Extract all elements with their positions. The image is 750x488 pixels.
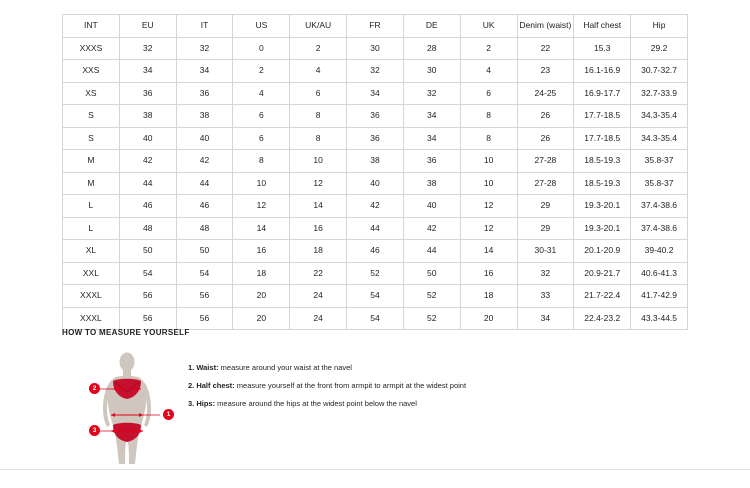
cell-denim-waist: 32 [517,262,574,285]
cell-int: S [63,127,120,150]
cell-uk: 10 [460,150,517,173]
cell-denim-waist: 27-28 [517,150,574,173]
cell-uk-au: 8 [290,127,347,150]
cell-hip: 35.8-37 [631,172,688,195]
cell-denim-waist: 30-31 [517,240,574,263]
cell-half-chest: 16.1-16.9 [574,60,631,83]
cell-de: 38 [403,172,460,195]
cell-us: 10 [233,172,290,195]
column-header-hip: Hip [631,15,688,38]
cell-fr: 36 [347,127,404,150]
table-row [63,37,688,60]
cell-fr: 32 [347,60,404,83]
cell-us: 2 [233,60,290,83]
cell-fr: 30 [347,37,404,60]
marker-3-hips: 3 [89,425,100,436]
cell-uk: 12 [460,195,517,218]
how-to-measure-title: HOW TO MEASURE YOURSELF [62,328,190,337]
cell-it: 46 [176,195,233,218]
cell-int: XXXS [63,37,120,60]
cell-hip: 37.4-38.6 [631,195,688,218]
cell-fr: 52 [347,262,404,285]
cell-hip: 34.3-35.4 [631,105,688,128]
cell-denim-waist: 34 [517,307,574,330]
cell-uk-au: 24 [290,285,347,308]
cell-half-chest: 19.3-20.1 [574,195,631,218]
cell-int: M [63,172,120,195]
cell-uk: 2 [460,37,517,60]
cell-de: 34 [403,105,460,128]
cell-hip: 35.8-37 [631,150,688,173]
table-row [63,217,688,240]
cell-eu: 48 [119,217,176,240]
cell-us: 14 [233,217,290,240]
cell-eu: 34 [119,60,176,83]
cell-int: L [63,195,120,218]
cell-fr: 40 [347,172,404,195]
step-hips-label: 3. Hips: [188,399,216,408]
table-row [63,262,688,285]
cell-denim-waist: 23 [517,60,574,83]
measurement-steps-list [182,351,466,417]
step-waist-text: measure around your waist at the navel [218,363,352,372]
step-waist-label: 1. Waist: [188,363,219,372]
cell-us: 16 [233,240,290,263]
cell-denim-waist: 33 [517,285,574,308]
table-row [63,82,688,105]
cell-it: 36 [176,82,233,105]
cell-it: 50 [176,240,233,263]
cell-half-chest: 18.5-19.3 [574,150,631,173]
cell-eu: 32 [119,37,176,60]
cell-us: 12 [233,195,290,218]
cell-int: XS [63,82,120,105]
cell-denim-waist: 24-25 [517,82,574,105]
cell-fr: 54 [347,285,404,308]
cell-denim-waist: 26 [517,127,574,150]
cell-us: 6 [233,105,290,128]
marker-2-half-chest: 2 [89,383,100,394]
cell-int: XXXL [63,285,120,308]
table-row [63,127,688,150]
cell-half-chest: 20.9-21.7 [574,262,631,285]
measurement-figure [62,351,182,469]
cell-denim-waist: 29 [517,217,574,240]
cell-uk-au: 22 [290,262,347,285]
cell-fr: 36 [347,105,404,128]
cell-eu: 56 [119,285,176,308]
cell-uk-au: 16 [290,217,347,240]
cell-int: L [63,217,120,240]
cell-uk-au: 12 [290,172,347,195]
cell-eu: 54 [119,262,176,285]
table-row [63,60,688,83]
cell-uk-au: 24 [290,307,347,330]
cell-it: 56 [176,285,233,308]
cell-half-chest: 22.4-23.2 [574,307,631,330]
cell-uk-au: 6 [290,82,347,105]
cell-fr: 42 [347,195,404,218]
table-header-row [63,15,688,38]
cell-int: S [63,105,120,128]
cell-denim-waist: 27-28 [517,172,574,195]
column-header-half-chest: Half chest [574,15,631,38]
column-header-denim-waist: Denim (waist) [517,15,574,38]
table-row [63,307,688,330]
cell-half-chest: 21.7-22.4 [574,285,631,308]
cell-eu: 36 [119,82,176,105]
size-chart-table-container [62,14,688,330]
cell-hip: 37.4-38.6 [631,217,688,240]
cell-hip: 32.7-33.9 [631,82,688,105]
size-chart-table [62,14,688,330]
table-row [63,150,688,173]
table-row [63,285,688,308]
cell-us: 6 [233,127,290,150]
step-half-chest-text: measure yourself at the front from armpit to armpit at the widest point [234,381,467,390]
cell-de: 42 [403,217,460,240]
cell-de: 52 [403,307,460,330]
cell-hip: 39-40.2 [631,240,688,263]
cell-hip: 41.7-42.9 [631,285,688,308]
cell-de: 34 [403,127,460,150]
cell-fr: 54 [347,307,404,330]
cell-fr: 38 [347,150,404,173]
cell-half-chest: 20.1-20.9 [574,240,631,263]
column-header-fr: FR [347,15,404,38]
cell-uk: 20 [460,307,517,330]
table-row [63,195,688,218]
column-header-int: INT [63,15,120,38]
cell-uk: 18 [460,285,517,308]
marker-1-waist: 1 [163,409,174,420]
cell-de: 30 [403,60,460,83]
cell-hip: 30.7-32.7 [631,60,688,83]
cell-de: 50 [403,262,460,285]
measurement-step-hips [188,399,466,408]
cell-eu: 56 [119,307,176,330]
cell-half-chest: 18.5-19.3 [574,172,631,195]
cell-denim-waist: 29 [517,195,574,218]
cell-fr: 46 [347,240,404,263]
cell-uk: 8 [460,127,517,150]
cell-int: M [63,150,120,173]
cell-half-chest: 15.3 [574,37,631,60]
cell-uk-au: 14 [290,195,347,218]
table-body [63,37,688,330]
column-header-eu: EU [119,15,176,38]
cell-uk-au: 10 [290,150,347,173]
cell-uk: 16 [460,262,517,285]
footer-divider [0,469,750,470]
cell-denim-waist: 26 [517,105,574,128]
cell-fr: 34 [347,82,404,105]
cell-fr: 44 [347,217,404,240]
table-row [63,105,688,128]
column-header-uk: UK [460,15,517,38]
cell-de: 44 [403,240,460,263]
table-row [63,240,688,263]
cell-uk-au: 18 [290,240,347,263]
cell-uk-au: 2 [290,37,347,60]
cell-it: 56 [176,307,233,330]
cell-it: 38 [176,105,233,128]
cell-half-chest: 16.9-17.7 [574,82,631,105]
cell-uk: 10 [460,172,517,195]
cell-us: 20 [233,307,290,330]
cell-half-chest: 19.3-20.1 [574,217,631,240]
cell-it: 54 [176,262,233,285]
cell-de: 52 [403,285,460,308]
cell-uk: 4 [460,60,517,83]
measurement-step-waist [188,363,466,372]
column-header-de: DE [403,15,460,38]
cell-uk-au: 4 [290,60,347,83]
column-header-it: IT [176,15,233,38]
cell-int: XXS [63,60,120,83]
cell-half-chest: 17.7-18.5 [574,127,631,150]
cell-eu: 44 [119,172,176,195]
cell-it: 48 [176,217,233,240]
cell-hip: 29.2 [631,37,688,60]
cell-eu: 38 [119,105,176,128]
cell-us: 4 [233,82,290,105]
cell-it: 44 [176,172,233,195]
table-row [63,172,688,195]
cell-it: 32 [176,37,233,60]
cell-de: 36 [403,150,460,173]
cell-denim-waist: 22 [517,37,574,60]
cell-uk: 6 [460,82,517,105]
cell-it: 34 [176,60,233,83]
cell-uk: 14 [460,240,517,263]
cell-us: 20 [233,285,290,308]
cell-de: 32 [403,82,460,105]
column-header-us: US [233,15,290,38]
cell-de: 28 [403,37,460,60]
cell-de: 40 [403,195,460,218]
column-header-uk-au: UK/AU [290,15,347,38]
cell-half-chest: 17.7-18.5 [574,105,631,128]
how-to-measure-body [62,351,702,469]
cell-eu: 46 [119,195,176,218]
cell-uk: 12 [460,217,517,240]
step-half-chest-label: 2. Half chest: [188,381,235,390]
cell-it: 42 [176,150,233,173]
step-hips-text: measure around the hips at the widest point below the navel [215,399,417,408]
cell-eu: 42 [119,150,176,173]
cell-eu: 50 [119,240,176,263]
cell-uk-au: 8 [290,105,347,128]
cell-us: 8 [233,150,290,173]
female-body-illustration-icon [84,351,170,469]
measurement-step-half-chest [188,381,466,390]
cell-us: 0 [233,37,290,60]
cell-int: XL [63,240,120,263]
cell-uk: 8 [460,105,517,128]
how-to-measure-section [62,328,702,469]
cell-hip: 43.3-44.5 [631,307,688,330]
cell-int: XXL [63,262,120,285]
cell-eu: 40 [119,127,176,150]
cell-hip: 34.3-35.4 [631,127,688,150]
cell-it: 40 [176,127,233,150]
cell-int: XXXL [63,307,120,330]
cell-hip: 40.6-41.3 [631,262,688,285]
cell-us: 18 [233,262,290,285]
